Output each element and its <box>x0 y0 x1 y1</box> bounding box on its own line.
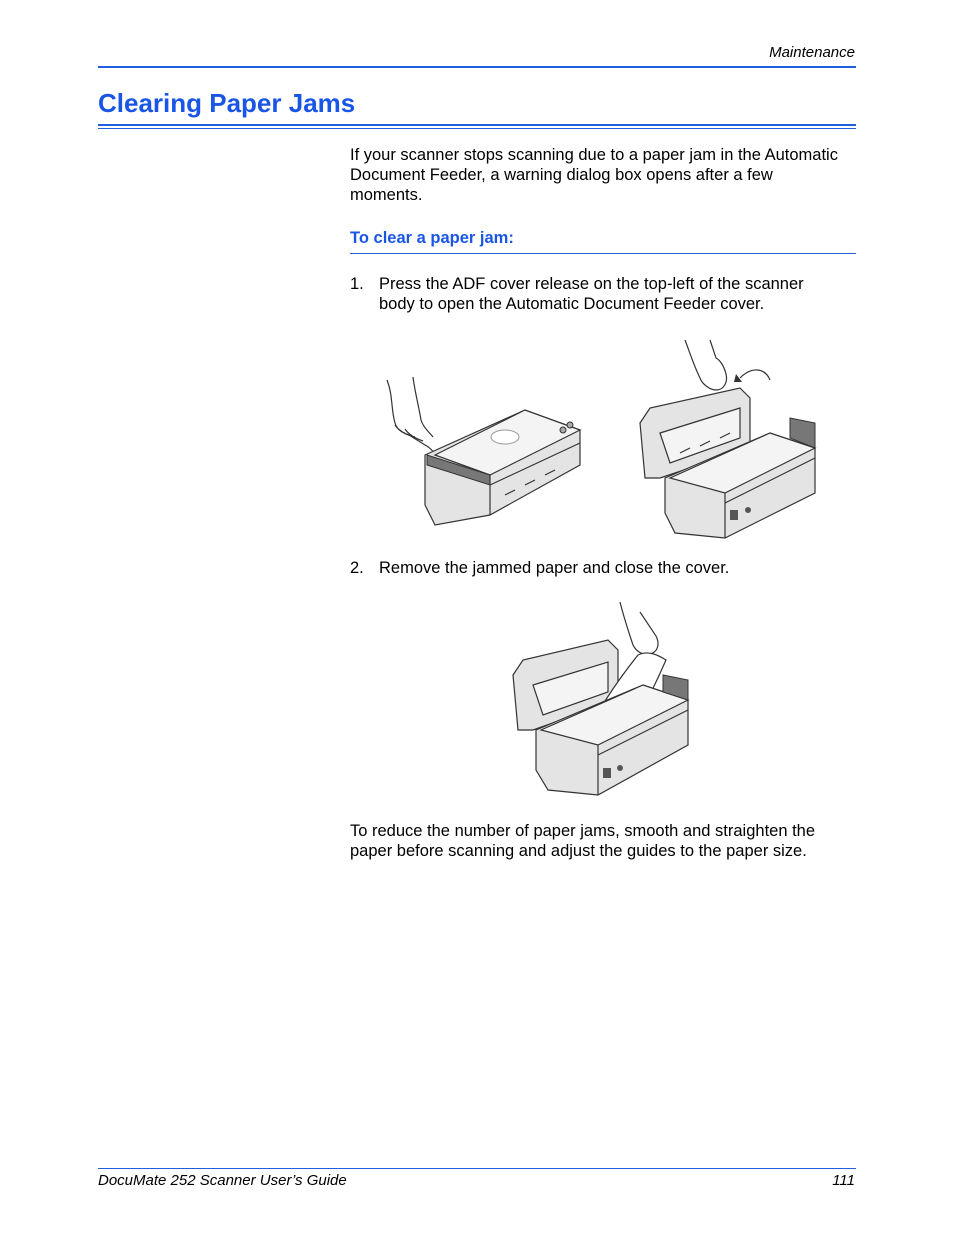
step-text <box>379 558 856 578</box>
closing-paragraph <box>350 821 860 861</box>
procedure-heading-rule <box>350 253 856 254</box>
header-rule <box>98 66 856 68</box>
hand-outline <box>620 602 658 654</box>
page-number: 111 <box>832 1172 855 1189</box>
intro-line: Document Feeder, a warning dialog box opens after a few <box>350 166 773 184</box>
footer-document-title: DocuMate 252 Scanner User’s Guide <box>98 1172 347 1189</box>
title-rule-bottom <box>98 128 856 129</box>
running-header-section: Maintenance <box>769 44 855 61</box>
step-line: Remove the jammed paper and close the cover. <box>379 559 730 577</box>
procedure-heading: To clear a paper jam: <box>350 229 514 247</box>
intro-paragraph <box>350 145 860 205</box>
page-title: Clearing Paper Jams <box>98 88 356 118</box>
step-number: 2. <box>350 559 364 577</box>
step-line: body to open the Automatic Document Feeder cover. <box>379 295 765 313</box>
step-1 <box>350 274 856 314</box>
step-2 <box>350 558 856 578</box>
closing-line: paper before scanning and adjust the guides to the paper size. <box>350 842 807 860</box>
scanner-open-illustration <box>630 338 825 540</box>
scanner-closed-illustration <box>385 375 590 540</box>
step-text <box>379 274 856 314</box>
footer-rule <box>98 1168 856 1169</box>
intro-line: If your scanner stops scanning due to a paper jam in the Automatic <box>350 146 838 164</box>
open-arrow-icon <box>740 370 770 380</box>
step-number: 1. <box>350 275 364 293</box>
closing-line: To reduce the number of paper jams, smooth and straighten the <box>350 822 816 840</box>
step-line: Press the ADF cover release on the top-left of the scanner <box>379 275 804 293</box>
title-rule-top <box>98 124 856 126</box>
hand-outline <box>685 340 727 390</box>
paper-removal-illustration <box>508 600 693 802</box>
hand-outline <box>387 380 437 460</box>
intro-line: moments. <box>350 186 423 204</box>
